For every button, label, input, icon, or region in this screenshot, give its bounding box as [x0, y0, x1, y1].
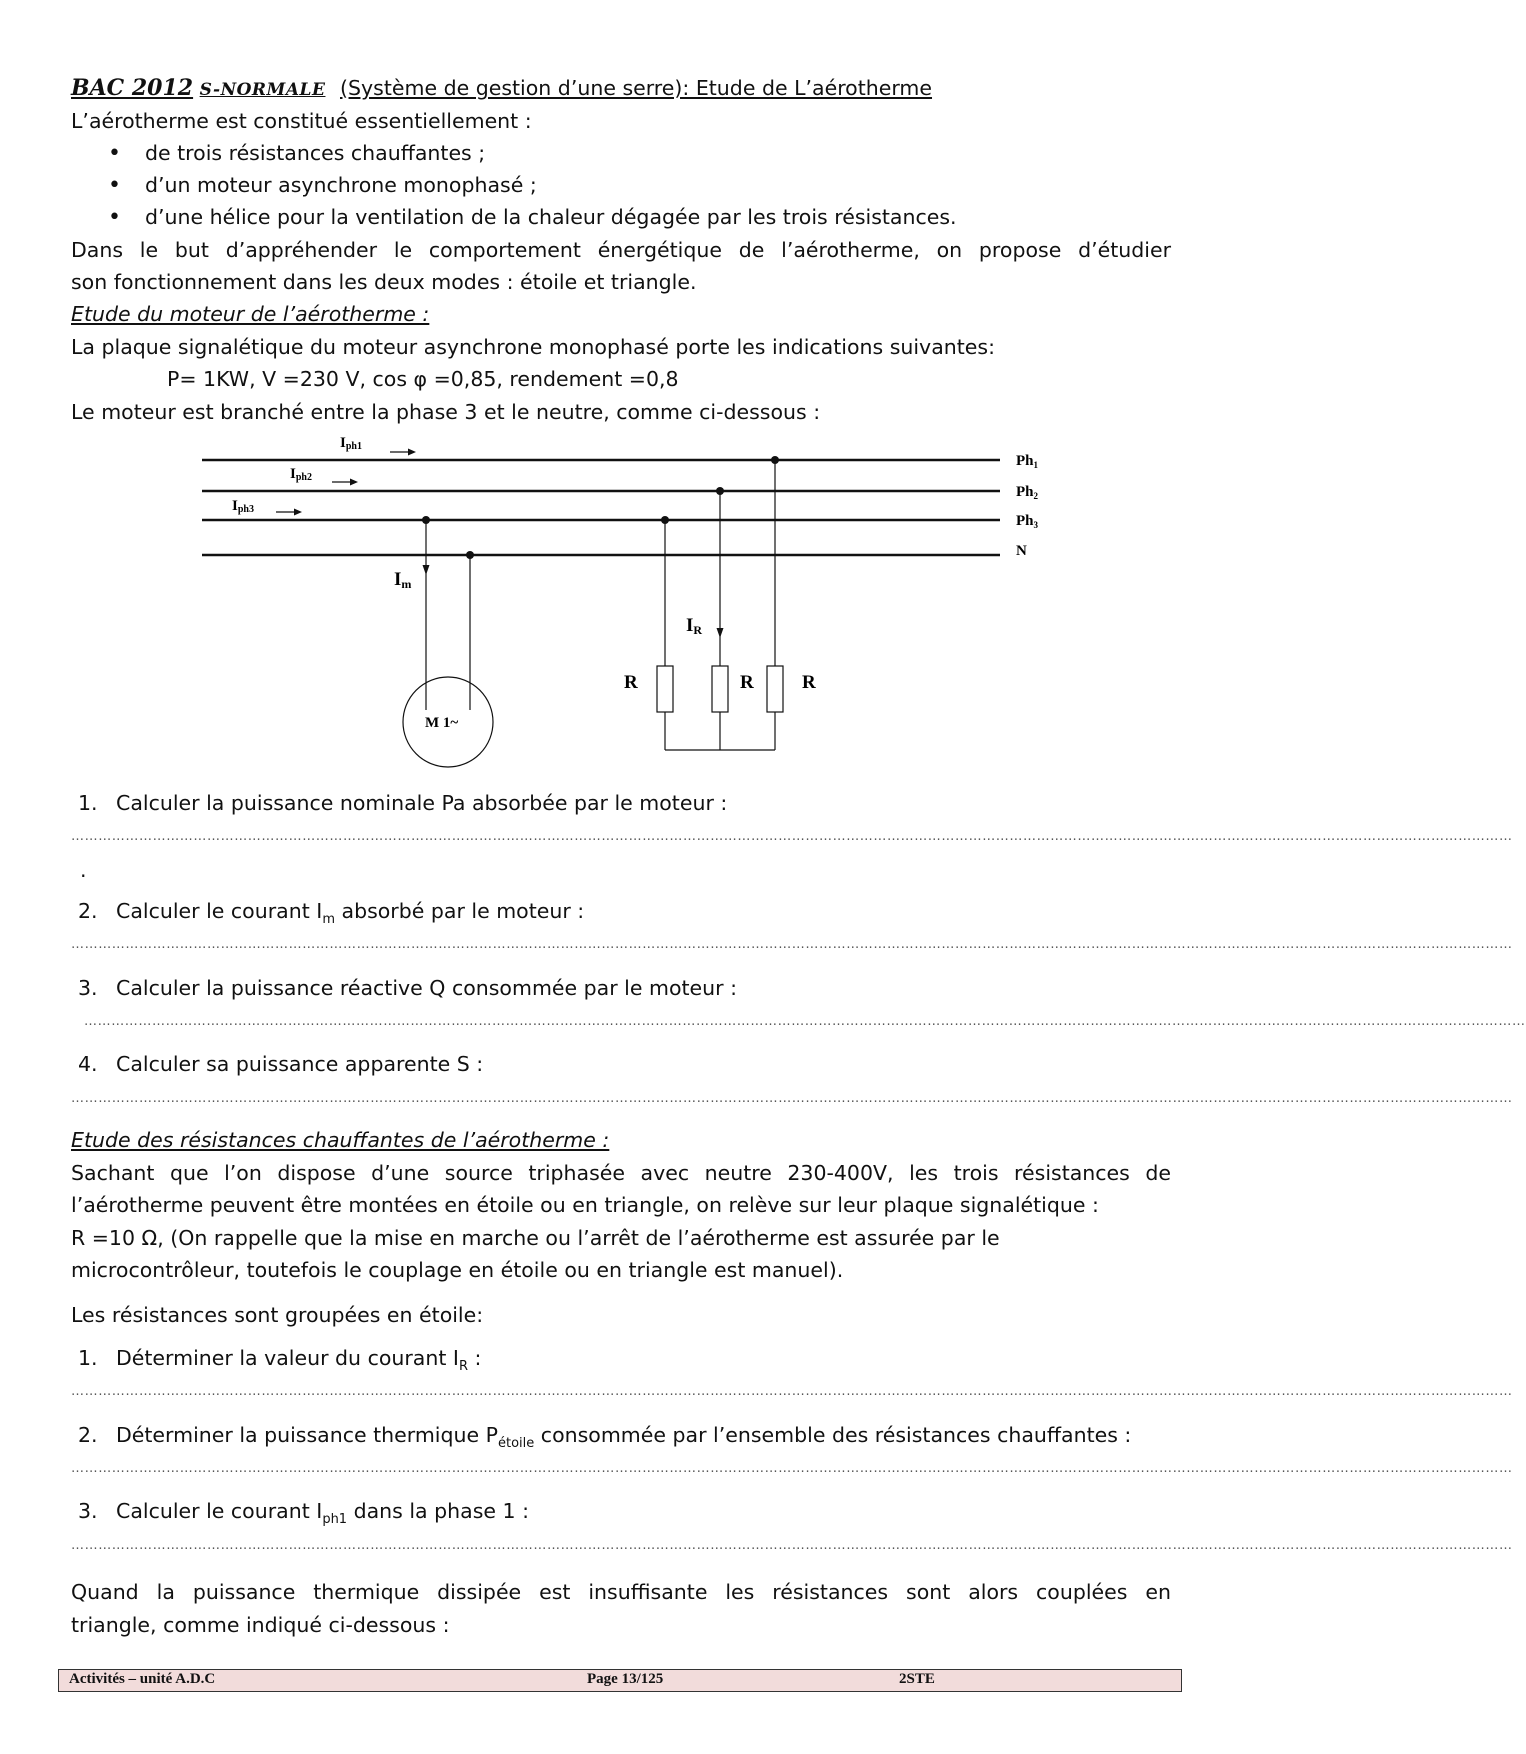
label-iph2: Iph2 [290, 466, 312, 483]
arrow-im-icon [423, 565, 430, 575]
label-ph1: $Ph_1$ [1016, 453, 1039, 470]
resistor-label: R [624, 672, 638, 693]
circuit-diagram [190, 430, 1060, 760]
junction-dot [422, 516, 430, 524]
resistance-section-heading: Etude des résistances chauffantes de l’aérotherme : [71, 1128, 610, 1152]
delta-paragraph-line: Quand la puissance thermique dissipée est insuffisante les résistances sont alors couplées en [71, 1580, 1171, 1604]
answer-line[interactable]: ………………………………………………………………………………………………………………………………………………………………………………………………………………………………………………………………………………………… [71, 829, 1513, 844]
arrow-ph1-icon [408, 449, 416, 456]
label-iph1: Iph1 [340, 435, 362, 452]
resistance-paragraph-line: l’aérotherme peuvent être montées en étoile ou en triangle, on relève sur leur plaque signalétique : [71, 1193, 1099, 1217]
title-bac: BAC 2012 [71, 75, 194, 101]
resistor-2 [712, 666, 728, 712]
motor-specs: P= 1KW, V =230 V, cos φ =0,85, rendement =0,8 [167, 367, 679, 391]
resistance-paragraph-line: Sachant que l’on dispose d’une source triphasée avec neutre 230-400V, les trois résistances de [71, 1161, 1171, 1185]
footer-right: 2STE [899, 1671, 935, 1687]
motor-section-heading: Etude du moteur de l’aérotherme : [71, 302, 430, 326]
label-im: Im [394, 569, 412, 591]
arrow-ir-icon [717, 628, 724, 638]
question-star-3: 3. Calculer le courant $I_{ph1}$ dans la phase 1 : [78, 1499, 529, 1528]
footer-page-number: Page 13/125 [587, 1671, 664, 1687]
label-iph3: Iph3 [232, 498, 254, 515]
label-ir: IR [686, 615, 703, 637]
bullet-item: • d’un moteur asynchrone monophasé ; [108, 170, 1168, 201]
bullet-icon: • [108, 173, 121, 198]
answer-line[interactable]: ………………………………………………………………………………………………………………………………………………………………………………………………………………………………………………………………………………………… [71, 1538, 1513, 1553]
arrow-ph2-icon [350, 479, 358, 486]
answer-line[interactable]: ………………………………………………………………………………………………………………………………………………………………………………………………………………………………………………………………………………………… [71, 1091, 1513, 1106]
label-ph3: $Ph_3$ [1016, 513, 1039, 530]
title-rest: (Système de gestion d’une serre): Etude de L’aérotherme [340, 76, 933, 100]
title-session: S-NORMALE [199, 80, 326, 100]
resistor-label: R [740, 672, 754, 693]
footer-left: Activités – unité A.D.C [69, 1671, 216, 1687]
answer-continuation: . [80, 858, 87, 882]
junction-dot [466, 551, 474, 559]
answer-line[interactable]: ………………………………………………………………………………………………………………………………………………………………………………………………………………………………………………………………………………………… [84, 1014, 1526, 1029]
question-1: 1. Calculer la puissance nominale Pa absorbée par le moteur : [78, 791, 728, 815]
motor-label: M 1~ [425, 715, 459, 731]
bullet-item: • d’une hélice pour la ventilation de la chaleur dégagée par les trois résistances. [108, 202, 1168, 233]
nameplate-text: La plaque signalétique du moteur asynchrone monophasé porte les indications suivantes: [71, 335, 995, 359]
label-neutral: N [1016, 543, 1027, 559]
question-4: 4. Calculer sa puissance apparente S : [78, 1052, 484, 1076]
junction-dot [661, 516, 669, 524]
intro-line: L’aérotherme est constitué essentiellement : [71, 109, 532, 133]
resistor-label: R [802, 672, 816, 693]
bullet-icon: • [108, 141, 121, 166]
resistor-1 [657, 666, 673, 712]
answer-line[interactable]: ………………………………………………………………………………………………………………………………………………………………………………………………………………………………………………………………………………………… [71, 937, 1513, 952]
bullet-item: • de trois résistances chauffantes ; [108, 138, 1168, 169]
answer-line[interactable]: ………………………………………………………………………………………………………………………………………………………………………………………………………………………………………………………………………………………… [71, 1384, 1513, 1399]
resistor-3 [767, 666, 783, 712]
intro-paragraph-line: son fonctionnement dans les deux modes : étoile et triangle. [71, 270, 697, 294]
resistance-paragraph-line: microcontrôleur, toutefois le couplage en étoile ou en triangle est manuel). [71, 1258, 844, 1282]
document-title [71, 73, 1171, 105]
junction-dot [716, 487, 724, 495]
arrow-ph3-icon [294, 509, 302, 516]
question-2: 2. Calculer le courant $I_m$ absorbé par le moteur : [78, 899, 585, 928]
junction-dot [771, 456, 779, 464]
label-ph2: $Ph_2$ [1016, 484, 1039, 501]
intro-paragraph-line: Dans le but d’appréhender le comportement énergétique de l’aérotherme, on propose d’étudier [71, 238, 1171, 262]
bullet-icon: • [108, 205, 121, 230]
answer-line[interactable]: ………………………………………………………………………………………………………………………………………………………………………………………………………………………………………………………………………………………… [71, 1461, 1513, 1476]
resistance-paragraph-line: R =10 Ω, (On rappelle que la mise en marche ou l’arrêt de l’aérotherme est assurée par le [71, 1226, 1000, 1250]
question-star-2: 2. Déterminer la puissance thermique $P_{étoile}$ consommée par l’ensemble des résistances chauffantes : [78, 1423, 1132, 1452]
question-3: 3. Calculer la puissance réactive Q consommée par le moteur : [78, 976, 738, 1000]
question-star-1: 1. Déterminer la valeur du courant $I_R$ : [78, 1346, 482, 1375]
page-footer [58, 1669, 1182, 1692]
delta-paragraph-line: triangle, comme indiqué ci-dessous : [71, 1613, 450, 1637]
wiring-text: Le moteur est branché entre la phase 3 et le neutre, comme ci-dessous : [71, 400, 821, 424]
star-intro: Les résistances sont groupées en étoile: [71, 1303, 484, 1327]
